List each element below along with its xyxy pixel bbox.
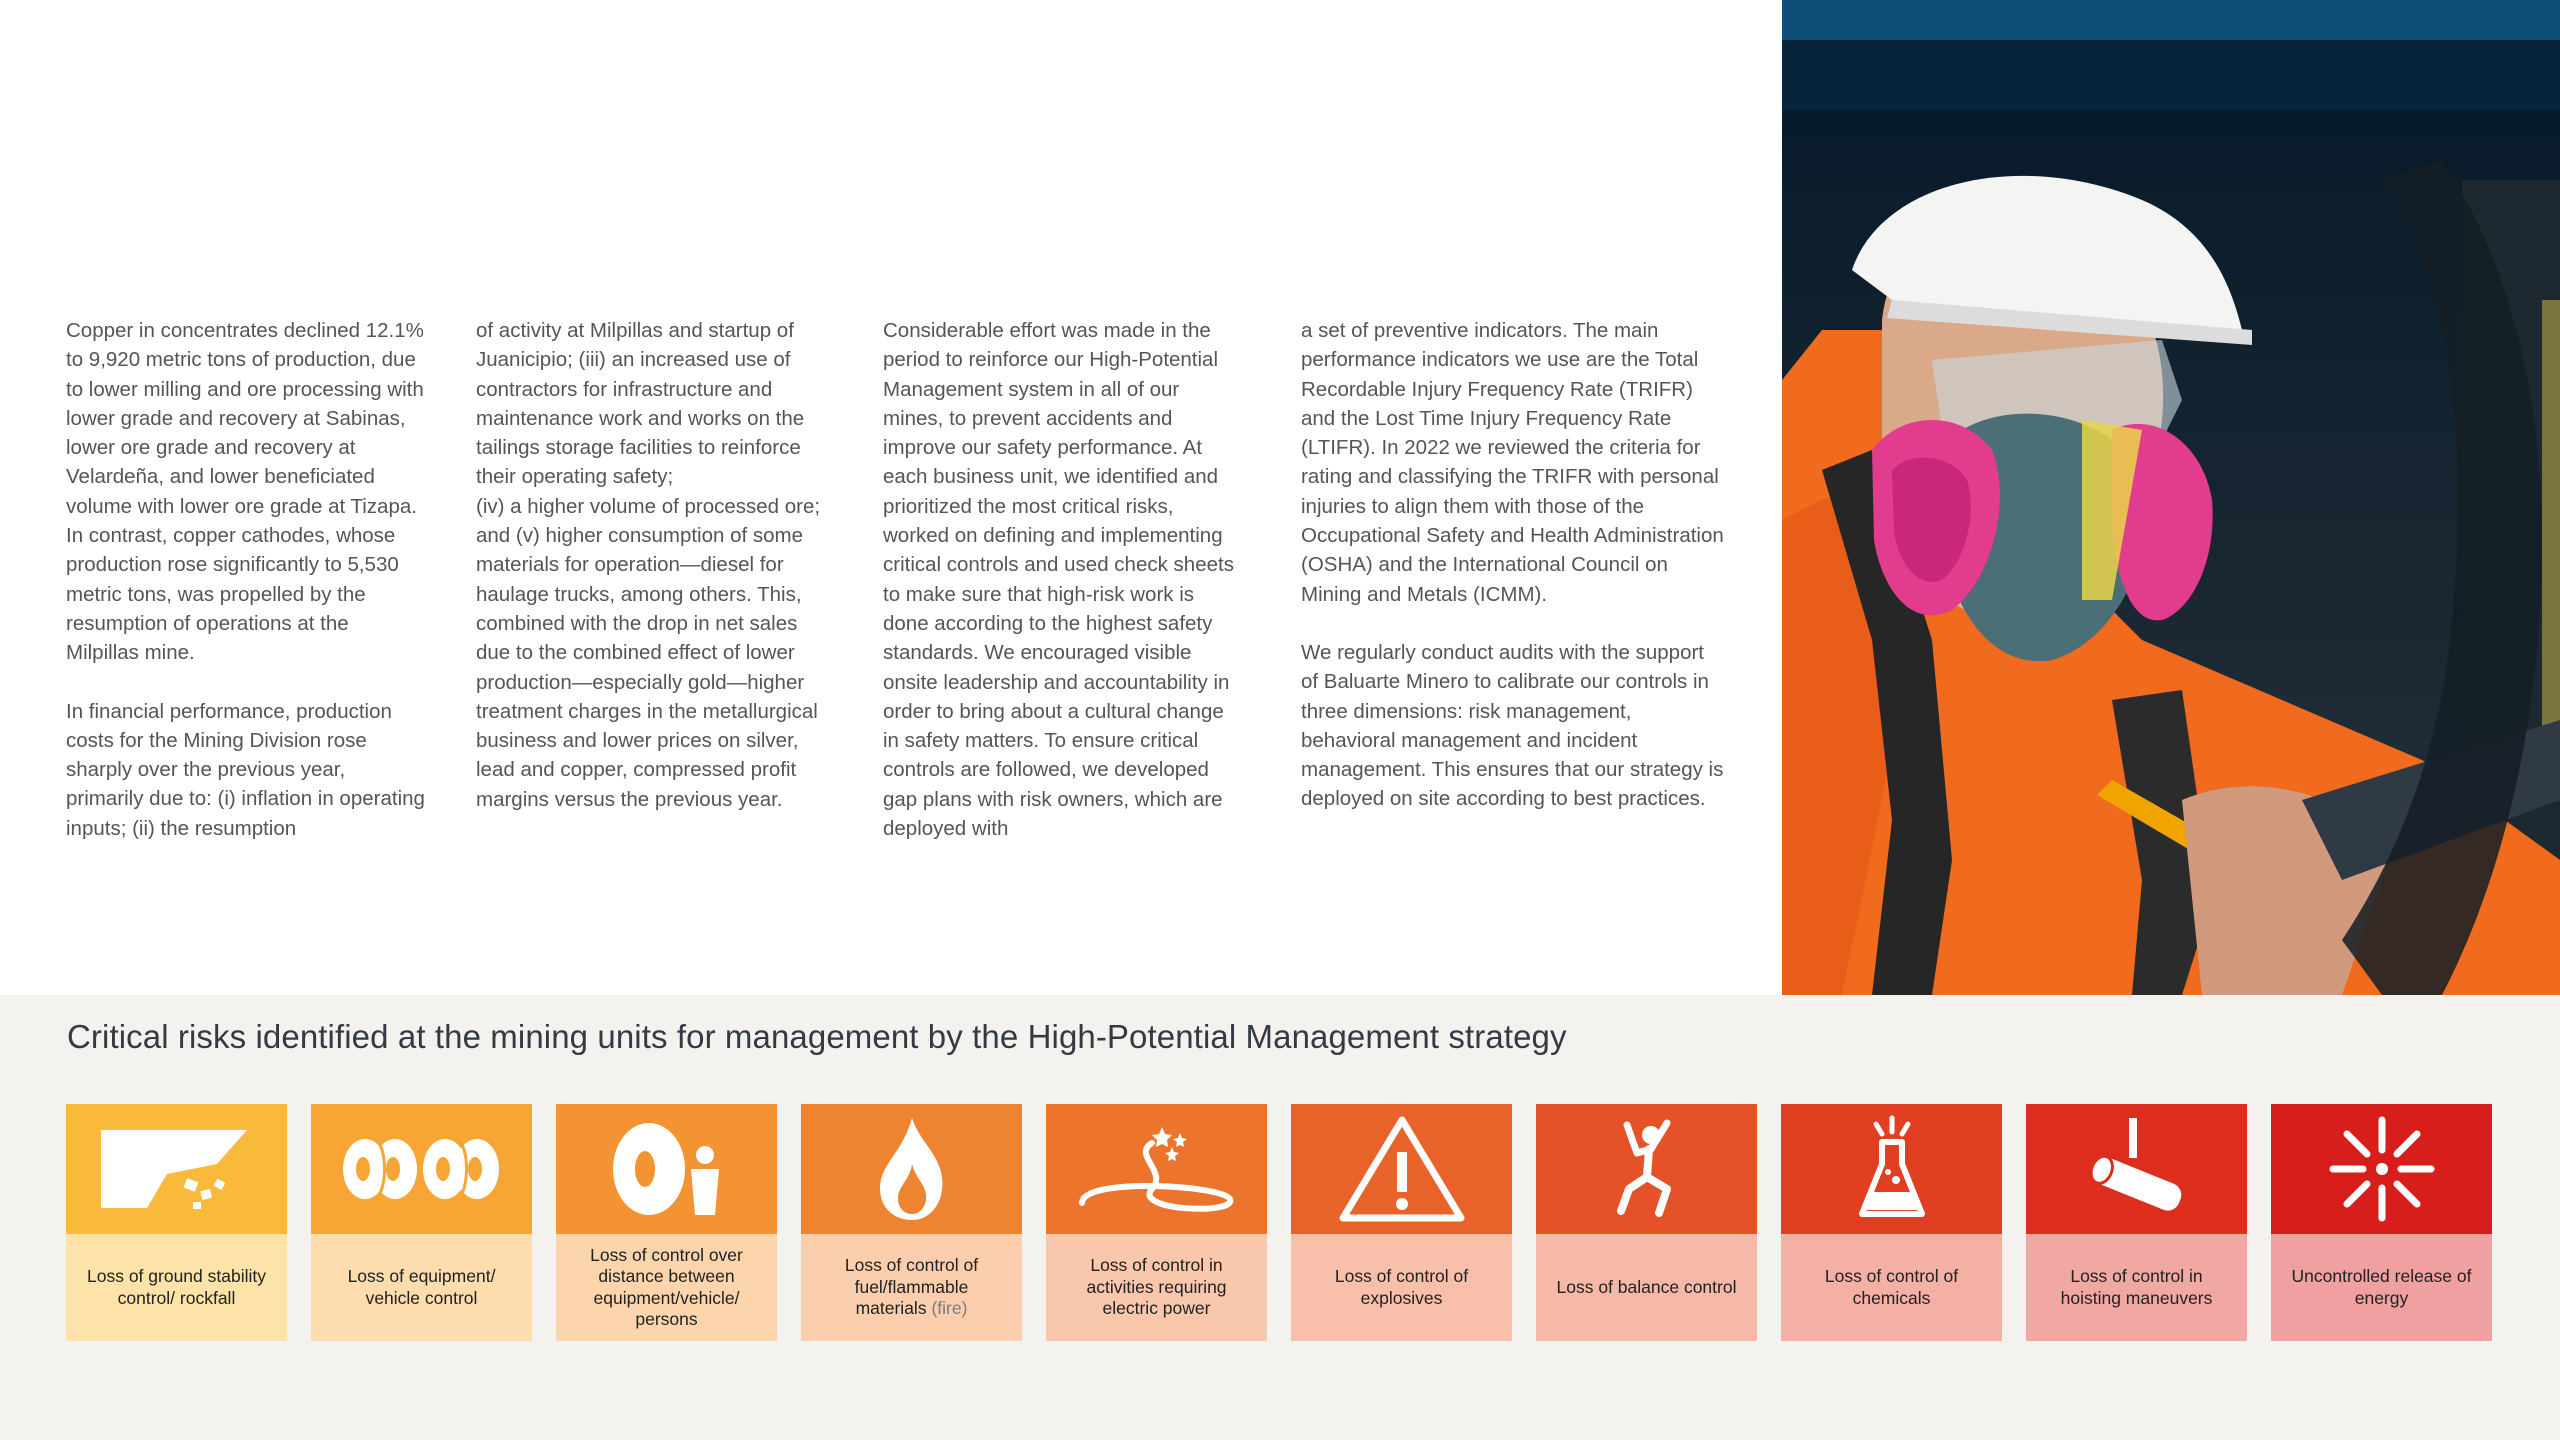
text-column-2 <box>476 316 836 814</box>
paragraph: of activity at Milpillas and startup of Juanicipio; (iii) an increased use of contractors for infrastructure and maintenance work and works on the tailings storage facilities to reinforce their operating safety; <box>476 319 805 489</box>
risk-label: Loss of control of explosives <box>1334 1266 1469 1308</box>
rockfall-icon <box>97 1124 257 1214</box>
risk-card-label-area <box>2271 1234 2492 1341</box>
risk-label-note: (fire) <box>931 1298 968 1319</box>
paragraph: In financial performance, production costs for the Mining Division rose sharply over the previous year, primarily due to: (i) inflation in operating inputs; (ii) the resumption <box>66 699 425 840</box>
wheel-person-icon <box>607 1119 727 1219</box>
risk-label: Loss of ground stability control/ rockfall <box>87 1266 266 1308</box>
risk-card-equipment-control <box>311 1104 532 1341</box>
risk-label: Loss of equipment/ vehicle control <box>347 1266 496 1308</box>
risk-card-flammable-materials <box>801 1104 1022 1341</box>
risk-card-label-area <box>801 1234 1022 1341</box>
risk-card-icon-area <box>801 1104 1022 1234</box>
wheels-icon <box>337 1129 507 1209</box>
risk-card-label-area <box>311 1234 532 1341</box>
risk-card-explosives <box>1291 1104 1512 1341</box>
risk-label: Loss of control of fuel/flammable materials <box>844 1255 979 1319</box>
paragraph: We regularly conduct audits with the support of Baluarte Minero to calibrate our controls in three dimensions: risk management, behavioral management and incident management. This ensures that our strategy is deployed on site according to best practices. <box>1301 640 1724 811</box>
text-column-1 <box>66 316 426 843</box>
risk-label: Loss of balance control <box>1556 1276 1737 1297</box>
risk-card-energy-release <box>2271 1104 2492 1341</box>
risk-label: Loss of control in hoisting maneuvers <box>2060 1266 2213 1308</box>
chemical-flask-icon <box>1852 1114 1932 1224</box>
warning-icon <box>1337 1114 1467 1224</box>
flame-icon <box>872 1114 952 1224</box>
risk-label: Loss of control of chemicals <box>1824 1266 1959 1308</box>
paragraph: Considerable effort was made in the period to reinforce our High-Potential Management system in all of our mines, to prevent accidents and improve our safety performance. At each business unit, we identified and prioritized the most critical risks, worked on defining and implementing critical controls and used check sheets to make sure that high-risk work is done according to the highest safety standards. We encouraged visible onsite leadership and accountability in order to bring about a cultural change in safety matters. To ensure critical controls are followed, we developed gap plans with risk owners, which are deployed with <box>883 319 1234 841</box>
risk-card-label-area <box>1046 1234 1267 1341</box>
risk-label: Loss of control over distance between equipment/vehicle/ persons <box>590 1244 743 1329</box>
risk-card-label-area <box>1781 1234 2002 1341</box>
risk-card-label-area <box>556 1234 777 1341</box>
risk-card-hoisting <box>2026 1104 2247 1341</box>
risk-card-balance <box>1536 1104 1757 1341</box>
risk-card-chemicals <box>1781 1104 2002 1341</box>
risk-card-icon-area <box>1536 1104 1757 1234</box>
risk-card-label-area <box>1536 1234 1757 1341</box>
risk-card-label-area <box>1291 1234 1512 1341</box>
risk-card-icon-area <box>66 1104 287 1234</box>
section-title: Critical risks identified at the mining units for management by the High-Potential Management strategy <box>67 1018 1567 1055</box>
electric-cable-icon <box>1072 1119 1242 1219</box>
risk-card-distance-control <box>556 1104 777 1341</box>
risk-card-label-area <box>2026 1234 2247 1341</box>
risk-card-icon-area <box>1291 1104 1512 1234</box>
article-text-area <box>0 0 1782 995</box>
critical-risks-list <box>66 1104 2494 1341</box>
text-column-4 <box>1301 316 1726 814</box>
paragraph: (iv) a higher volume of processed ore; and (v) higher consumption of some materials for operation—diesel for haulage trucks, among others. This, combined with the drop in net sales due to the combined effect of lower production—especially gold—higher treatment charges in the metallurgical business and lower prices on silver, lead and copper, compressed profit margins versus the previous year. <box>476 494 821 811</box>
risk-card-ground-stability <box>66 1104 287 1341</box>
risk-label: Loss of control in activities requiring electric power <box>1086 1255 1227 1319</box>
risk-card-electric-power <box>1046 1104 1267 1341</box>
risk-card-icon-area <box>1046 1104 1267 1234</box>
hoist-icon <box>2077 1114 2197 1224</box>
text-column-3 <box>883 316 1243 843</box>
risk-card-icon-area <box>2026 1104 2247 1234</box>
risk-card-icon-area <box>2271 1104 2492 1234</box>
risk-card-icon-area <box>1781 1104 2002 1234</box>
risk-card-label-area <box>66 1234 287 1341</box>
risk-label-wrap <box>801 1255 1022 1320</box>
worker-with-respirator-photo <box>1782 0 2560 995</box>
risk-card-icon-area <box>311 1104 532 1234</box>
paragraph: a set of preventive indicators. The main performance indicators we use are the Total Recordable Injury Frequency Rate (TRIFR) and the Lost Time Injury Frequency Rate (LTIFR). In 2022 we reviewed the criteria for rating and classifying the TRIFR with personal injuries to align them with those of the Occupational Safety and Health Administration (OSHA) and the International Council on Mining and Metals (ICMM). <box>1301 319 1724 606</box>
paragraph: Copper in concentrates declined 12.1% to 9,920 metric tons of production, due to lower milling and ore processing with lower grade and recovery at Sabinas, lower ore grade and recovery at Velardeña, and lower beneficiated volume with lower ore grade at Tizapa. In contrast, copper cathodes, whose production rose significantly to 5,530 metric tons, was propelled by the resumption of operations at the Milpillas mine. <box>66 319 424 665</box>
risk-label: Uncontrolled release of energy <box>2291 1266 2472 1308</box>
energy-burst-icon <box>2327 1114 2437 1224</box>
falling-person-icon <box>1607 1119 1687 1219</box>
risk-card-icon-area <box>556 1104 777 1234</box>
